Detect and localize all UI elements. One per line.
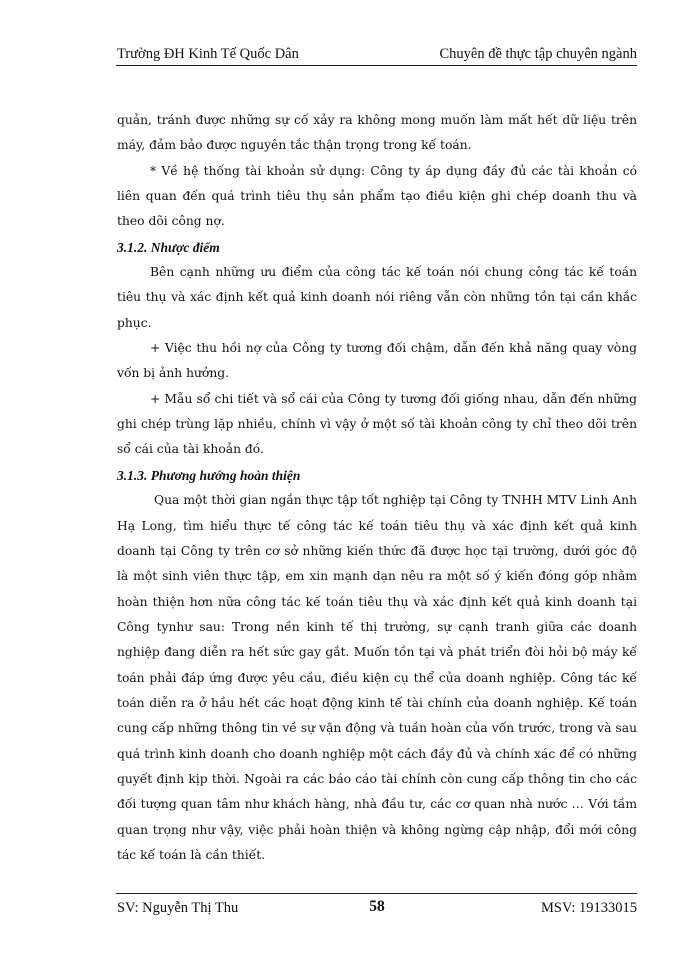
paragraph-3: Bên cạnh những ưu điểm của công tác kế toán nói chung công tác kế toán tiêu thụ và xác định kết quả kinh doanh nói riêng vẫn còn những tồn tại cần khắc phục. (117, 265, 637, 330)
paragraph-2: * Về hệ thống tài khoản sử dụng: Công ty áp dụng đầy đủ các tài khoản có liên quan đến quá trình tiêu thụ sản phẩm tạo điều kiện ghi chép doanh thu và theo dõi công nợ. (117, 163, 637, 229)
header-rule (116, 65, 637, 66)
section-heading-3-1-3: 3.1.3. Phương hướng hoàn thiện (117, 467, 301, 483)
paragraph-1: quản, tránh được những sự cố xảy ra không mong muốn làm mất hết dữ liệu trên máy, đảm bảo được nguyên tắc thận trọng trong kế toán. (117, 113, 637, 153)
paragraph-5: + Mẫu sổ chi tiết và sổ cái của Công ty tương đối giống nhau, dẫn đến những ghi chép trùng lặp nhiều, chính vì vậy ở một số tài khoản công ty chỉ theo dõi trên sổ cái của tài khoản đó. (117, 391, 637, 457)
paragraph-6: Qua một thời gian ngắn thực tập tốt nghiệp tại Công ty TNHH MTV Linh Anh Hạ Long, tìm hiểu thực tế công tác kế toán tiêu thụ và xác định kết quả kinh doanh tại Công ty trên cơ sở những kiến thức đã được học tại trường, dưới góc độ là một sinh viên thực tập, em xin mạnh dạn nêu ra một số ý kiến đóng góp nhằm hoàn thiện hơn nữa công tác kế toán tiêu thụ và xác định kết quả kinh doanh tại Công tynhư sau: Trong nền kinh tế thị trường, sự cạnh tranh giữa các doanh nghiệp đang diễn ra hết sức gay gắt. Muốn tồn tại và phát triển đòi hỏi bộ máy kế toán phải đáp ứng được yêu cầu, điều kiện cụ thể của doanh nghiệp. Công tác kế toán diễn ra ở hầu hết các hoạt động kinh tế tài chính của doanh nghiệp. Kế toán cung cấp những thông tin về sự vận động và tuần hoàn của vốn trước, trong và sau quá trình kinh doanh cho doanh nghiệp một cách đầy đủ và chính xác để có những quyết định kịp thời. Ngoài ra các báo cáo tài chính còn cung cấp thông tin cho các đối tượng quan tâm như khách hàng, nhà đầu tư, các cơ quan nhà nước … Với tầm quan trọng như vậy, việc phải hoàn thiện và không ngừng cập nhập, đổi mới công tác kế toán là cần thiết. (117, 493, 637, 862)
footer-student-name: SV: Nguyễn Thị Thu (117, 900, 239, 916)
header-school: Trường ĐH Kinh Tế Quốc Dân (117, 46, 299, 62)
footer-rule (116, 893, 637, 894)
page-body (117, 108, 637, 868)
section-heading-3-1-2: 3.1.2. Nhược điểm (117, 239, 220, 255)
footer-student-id: MSV: 19133015 (540, 900, 637, 916)
page-footer (117, 898, 637, 922)
page-number: 58 (369, 898, 385, 915)
paragraph-4: + Việc thu hồi nợ của Công ty tương đối chậm, dẫn đến khả năng quay vòng vốn bị ảnh hưởng. (117, 341, 637, 381)
header-report-title: Chuyên đề thực tập chuyên ngành (439, 46, 637, 62)
page-header (117, 41, 637, 63)
